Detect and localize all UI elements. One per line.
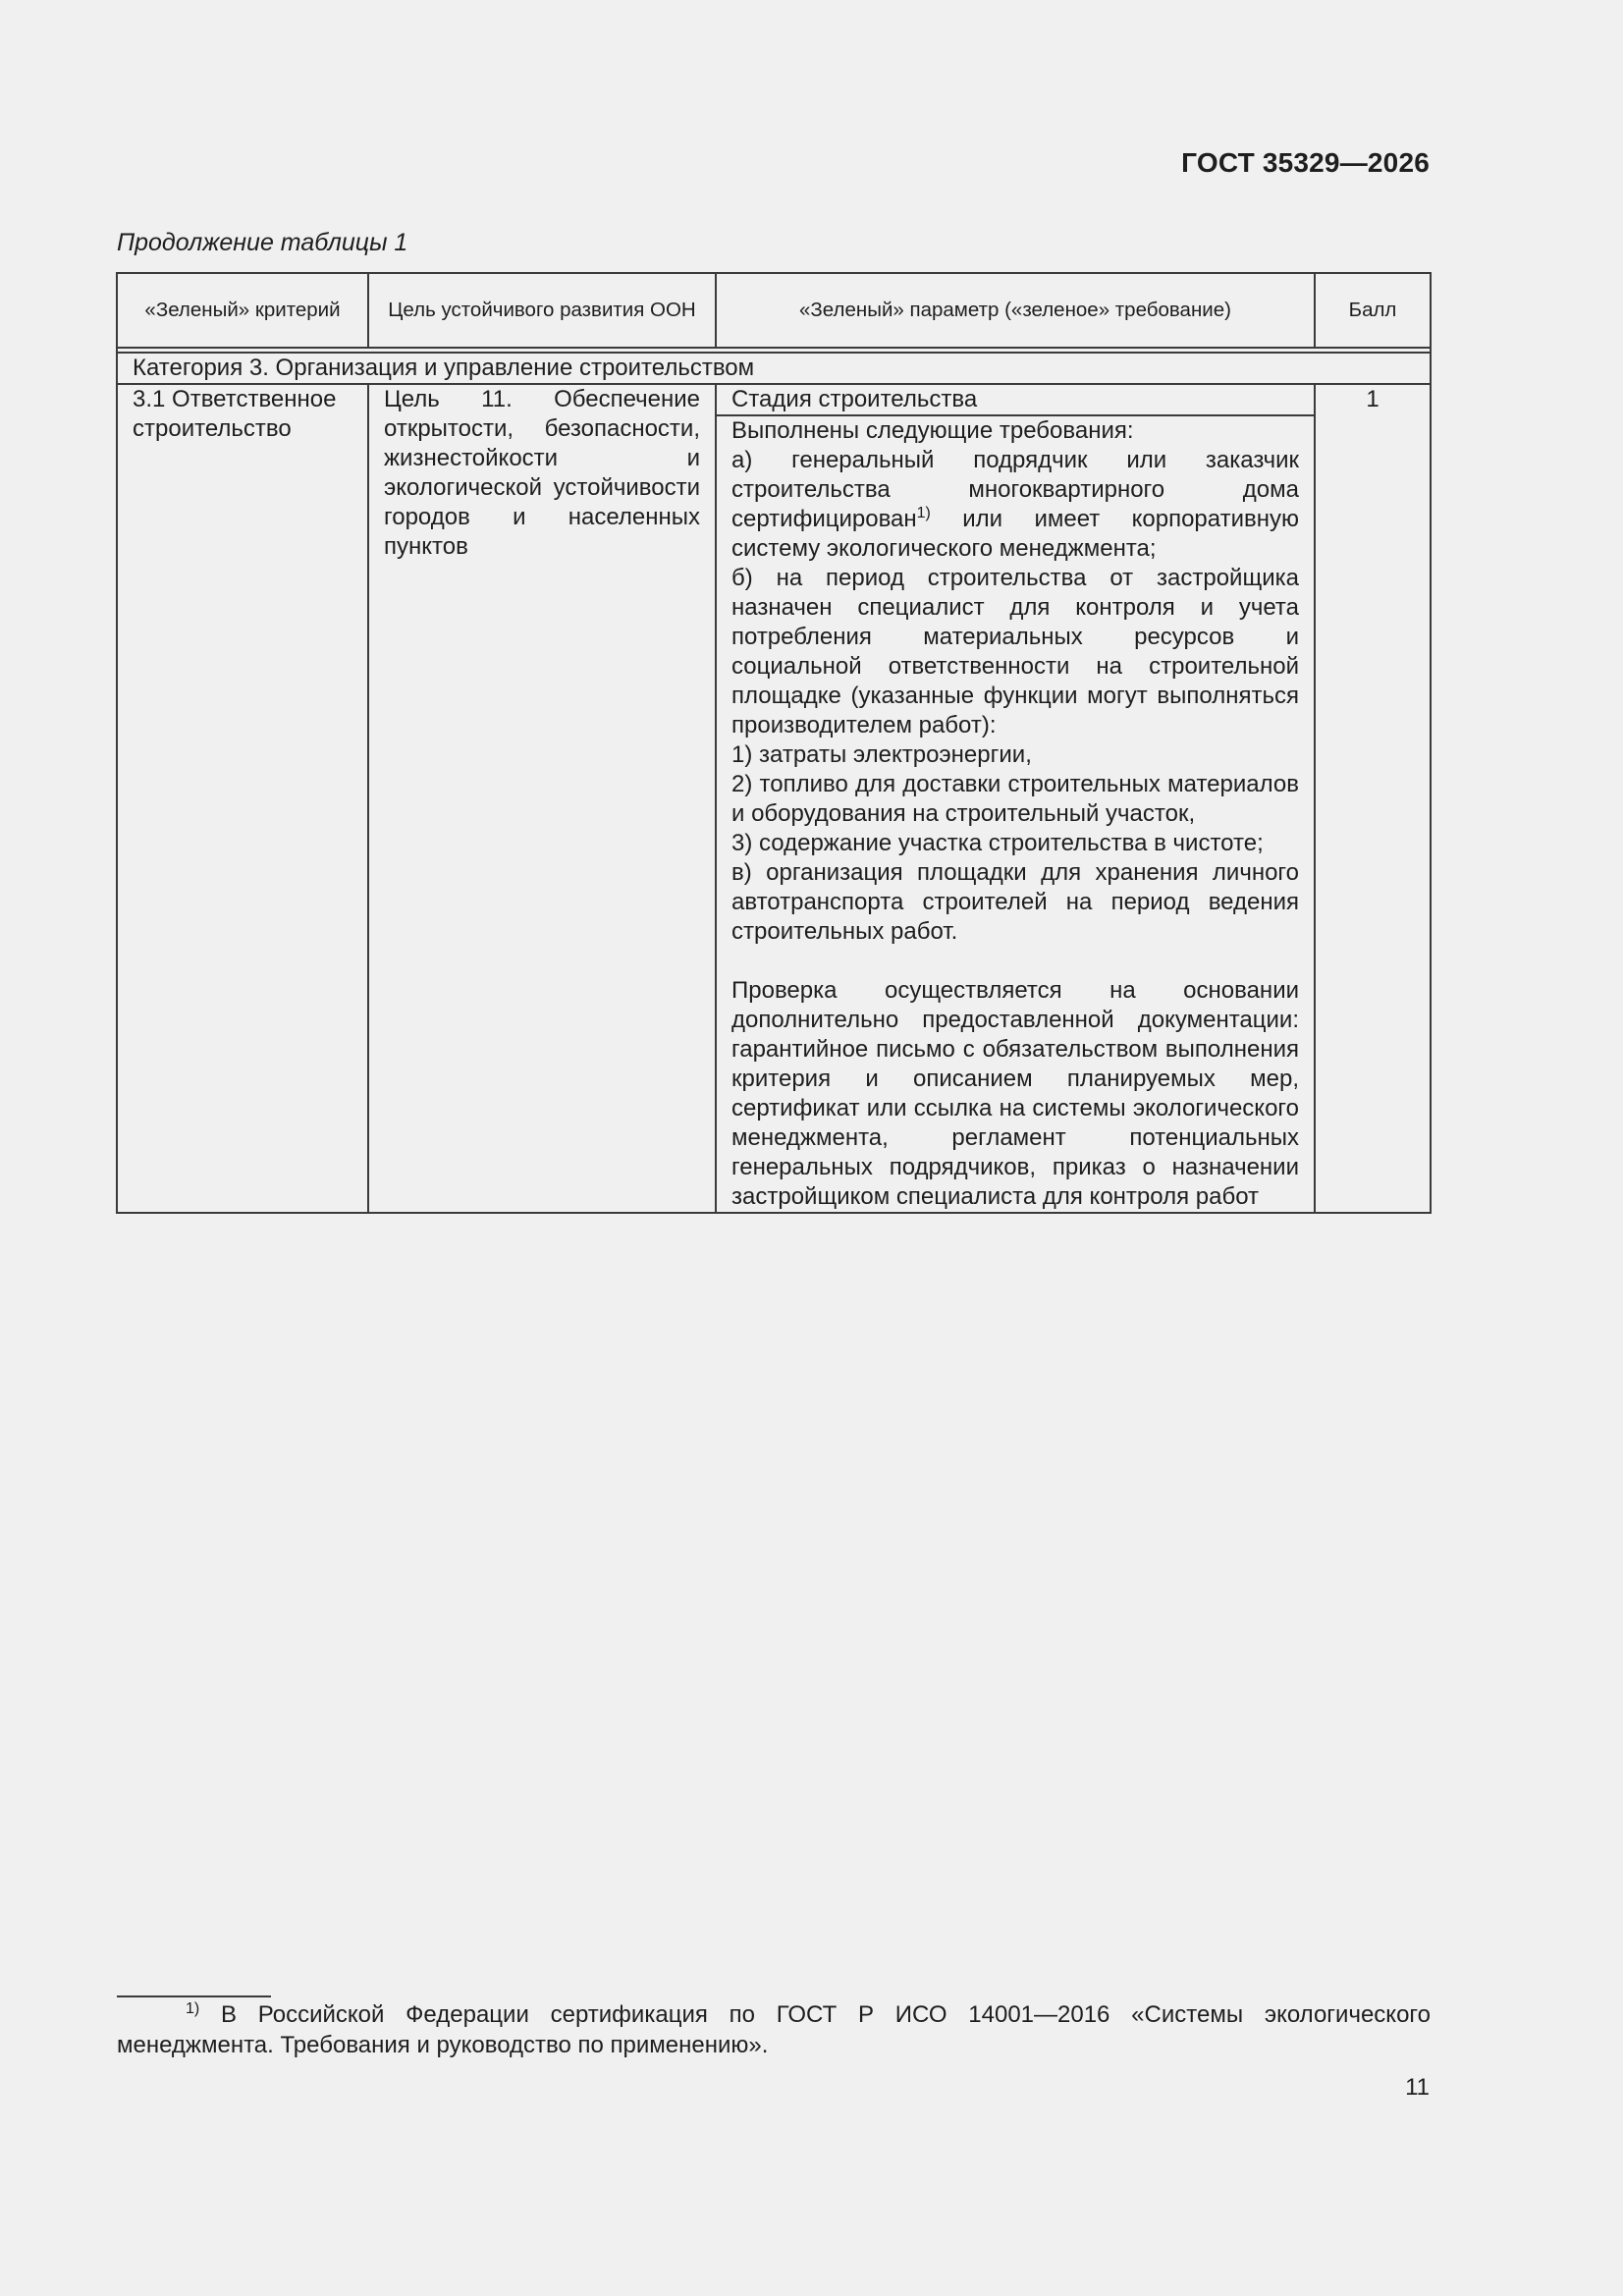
table-caption: Продолжение таблицы 1 bbox=[117, 229, 408, 256]
table-row bbox=[117, 384, 1431, 415]
footnote-divider bbox=[117, 1995, 271, 1997]
requirement-b3: 3) содержание участка строительства в чистоте; bbox=[731, 830, 1264, 856]
column-header-un-goal: Цель устойчивого развития ООН bbox=[368, 273, 716, 348]
requirement-b: б) на период строительства от застройщика назначен специалист для контроля и учета потребления материальных ресурсов и социальной ответственности на строительной площадке (указанные функции могут выполняться производителем работ): bbox=[731, 565, 1299, 738]
page-number: 11 bbox=[1405, 2074, 1430, 2101]
footnote bbox=[117, 1999, 1431, 2060]
column-header-parameter: «Зеленый» параметр («зеленое» требование) bbox=[716, 273, 1315, 348]
standard-designation: ГОСТ 35329—2026 bbox=[1181, 147, 1430, 178]
score-cell: 1 bbox=[1315, 384, 1431, 1213]
verification-text: Проверка осуществляется на основании дополнительно предоставленной документации: гарантийное письмо с обязательством выполнения критерия и описанием планируемых мер, сертификат или ссылка на системы экологического менеджмента, регламент потенциальных генеральных подрядчиков, приказ о назначении застройщиком специалиста для контроля работ bbox=[731, 977, 1299, 1210]
requirement-a: а) генеральный подрядчик или заказчик строительства многоквартирного дома сертифицирован$^{1)}$ или имеет корпоративную систему экологического менеджмента; bbox=[731, 447, 1299, 562]
footnote-ref: 1) bbox=[916, 505, 931, 521]
footnote-text: В Российской Федерации сертификация по ГОСТ Р ИСО 14001—2016 «Системы экологического менеджмента. Требования и руководство по применению». bbox=[117, 2001, 1431, 2058]
requirements-intro: Выполнены следующие требования: bbox=[731, 417, 1134, 444]
stage-cell: Стадия строительства bbox=[716, 384, 1315, 415]
requirement-b2: 2) топливо для доставки строительных материалов и оборудования на строительный участок, bbox=[731, 771, 1299, 827]
column-header-criterion: «Зеленый» критерий bbox=[117, 273, 368, 348]
criteria-table bbox=[116, 272, 1432, 1214]
requirements-cell bbox=[716, 415, 1315, 1213]
footnote-marker: 1) bbox=[186, 2000, 200, 2017]
requirements-text bbox=[731, 416, 1299, 1212]
category-cell: Категория 3. Организация и управление строительством bbox=[117, 353, 1431, 384]
un-goal-cell: Цель 11. Обеспечение открытости, безопасности, жизнестойкости и экологической устойчивости городов и населенных пунктов bbox=[368, 384, 716, 1213]
column-header-score: Балл bbox=[1315, 273, 1431, 348]
criterion-cell: 3.1 Ответственное строительство bbox=[117, 384, 368, 1213]
category-row bbox=[117, 353, 1431, 384]
table-header-row bbox=[117, 273, 1431, 348]
requirement-b1: 1) затраты электроэнергии, bbox=[731, 741, 1032, 768]
requirement-v: в) организация площадки для хранения личного автотранспорта строителей на период ведения строительных работ. bbox=[731, 859, 1299, 945]
